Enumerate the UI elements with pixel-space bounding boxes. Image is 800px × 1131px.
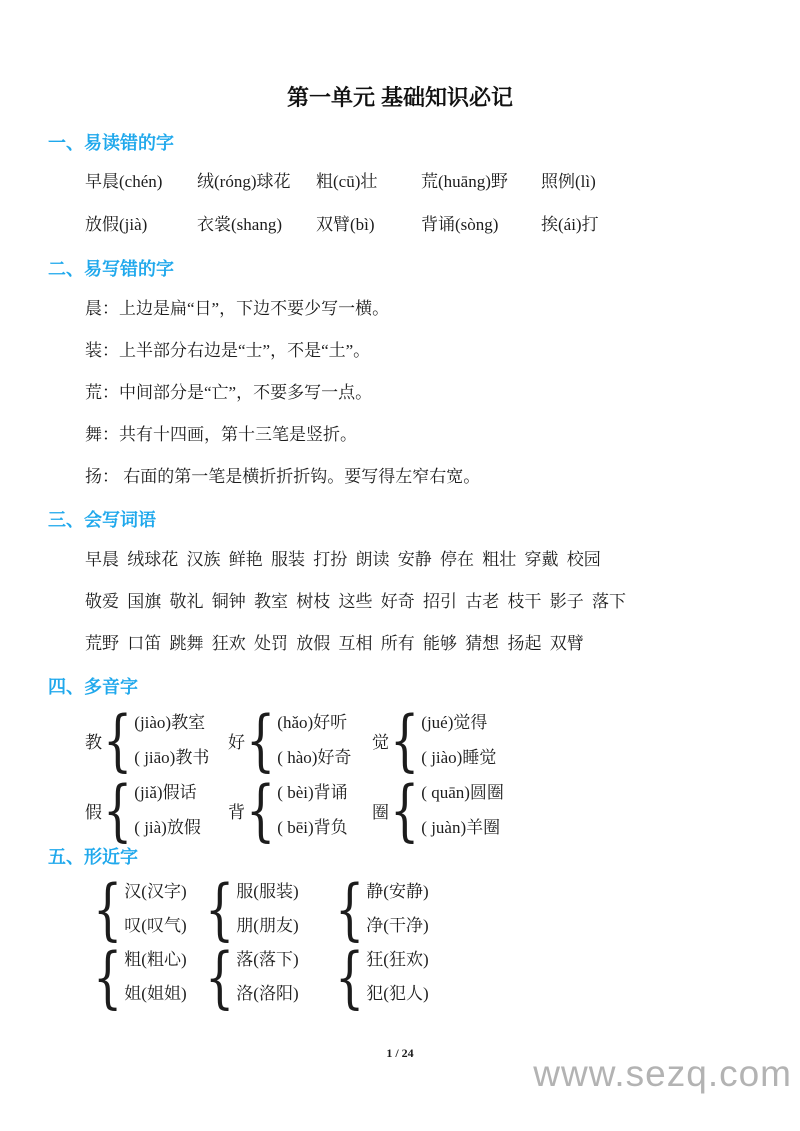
pair-line: 落(落下) xyxy=(236,950,299,969)
reading-line: ( hào)好奇 xyxy=(277,748,352,767)
polyphonic-entry xyxy=(228,700,372,780)
word-item: 照例(lì) xyxy=(541,172,596,191)
brace-glyph: { xyxy=(246,700,276,780)
pair-line: 粗(粗心) xyxy=(124,950,187,969)
similar-pair xyxy=(334,869,800,949)
pair-line: 汉(汉字) xyxy=(124,882,187,901)
brace-glyph: { xyxy=(103,700,133,780)
misread-row xyxy=(85,213,800,237)
brace-glyph: { xyxy=(93,869,123,949)
tip-line: 装：上半部分右边是“士”，不是“土”。 xyxy=(85,341,371,360)
pair-line: 静(安静) xyxy=(366,882,429,901)
tip-line: 晨：上边是扁“日”，下边不要少写一横。 xyxy=(85,299,390,318)
section-heading-words-to-write: 三、会写词语 xyxy=(48,510,156,530)
word-row: 敬爱 国旗 敬礼 铜钟 教室 树枝 这些 好奇 招引 古老 枝干 影子 落下 xyxy=(85,592,626,611)
pair-line: 叹(叹气) xyxy=(124,916,187,935)
polyphonic-entry xyxy=(372,700,800,780)
polyphonic-char: 教 xyxy=(85,732,102,752)
brace-glyph: { xyxy=(390,770,420,850)
tip-line: 荒：中间部分是“亡”，不要多写一点。 xyxy=(85,383,373,402)
reading-line: ( jià)放假 xyxy=(134,818,201,837)
polyphonic-entry xyxy=(85,700,228,780)
polyphonic-char: 假 xyxy=(85,802,102,822)
brace-glyph: { xyxy=(246,770,276,850)
page-number: 1 / 24 xyxy=(386,1046,414,1060)
brace-glyph: { xyxy=(205,937,235,1017)
word-item: 荒(huāng)野 xyxy=(421,172,508,191)
pair-line: 净(干净) xyxy=(366,916,429,935)
brace-glyph: { xyxy=(103,770,133,850)
word-item: 放假(jià) xyxy=(85,215,148,234)
similar-pair xyxy=(92,869,204,949)
polyphonic-char: 觉 xyxy=(372,732,389,752)
reading-line: (jiào)教室 xyxy=(134,713,206,732)
section-heading-similar-chars: 五、形近字 xyxy=(48,847,138,867)
pair-line: 朋(朋友) xyxy=(236,916,299,935)
reading-line: (jiǎ)假话 xyxy=(134,783,197,802)
word-row: 早晨 绒球花 汉族 鲜艳 服装 打扮 朗读 安静 停在 粗壮 穿戴 校园 xyxy=(85,550,601,569)
similar-chars-grid xyxy=(92,869,800,1017)
watermark: www.sezq.com xyxy=(533,1053,792,1094)
polyphonic-entry xyxy=(228,770,372,850)
pair-line: 姐(姐姐) xyxy=(124,984,187,1003)
pair-line: 狂(狂欢) xyxy=(366,950,429,969)
similar-pair xyxy=(334,937,800,1017)
reading-line: ( bēi)背负 xyxy=(277,818,348,837)
reading-line: ( bèi)背诵 xyxy=(277,783,348,802)
section-heading-polyphonic-chars: 四、多音字 xyxy=(48,677,138,697)
section-heading-easily-miswritten: 二、易写错的字 xyxy=(48,259,174,279)
pair-line: 服(服装) xyxy=(236,882,299,901)
word-item: 双臂(bì) xyxy=(316,215,375,234)
tip-line: 扬： 右面的第一笔是横折折折钩。要写得左窄右宽。 xyxy=(85,467,481,486)
brace-glyph: { xyxy=(205,869,235,949)
polyphonic-entry xyxy=(85,770,228,850)
polyphonic-char: 好 xyxy=(228,732,245,752)
word-item: 粗(cū)壮 xyxy=(316,172,378,191)
tip-line: 舞：共有十四画，第十三笔是竖折。 xyxy=(85,425,357,444)
reading-line: (jué)觉得 xyxy=(421,713,488,732)
brace-glyph: { xyxy=(93,937,123,1017)
word-item: 背诵(sòng) xyxy=(421,215,499,234)
misread-row xyxy=(85,170,800,194)
polyphonic-entry xyxy=(372,770,800,850)
reading-line: (hǎo)好听 xyxy=(277,713,348,732)
brace-glyph: { xyxy=(335,869,365,949)
similar-pair xyxy=(204,937,334,1017)
similar-pair xyxy=(92,937,204,1017)
section-heading-easily-misread: 一、易读错的字 xyxy=(48,133,174,153)
word-item: 挨(ái)打 xyxy=(541,215,599,234)
brace-glyph: { xyxy=(335,937,365,1017)
similar-pair xyxy=(204,869,334,949)
word-row: 荒野 口笛 跳舞 狂欢 处罚 放假 互相 所有 能够 猜想 扬起 双臂 xyxy=(85,634,584,653)
polyphonic-char: 圈 xyxy=(372,802,389,822)
reading-line: ( jiāo)教书 xyxy=(134,748,210,767)
brace-glyph: { xyxy=(390,700,420,780)
pair-line: 洛(洛阳) xyxy=(236,984,299,1003)
polyphonic-char: 背 xyxy=(228,802,245,822)
pair-line: 犯(犯人) xyxy=(366,984,429,1003)
word-item: 衣裳(shang) xyxy=(197,215,282,234)
word-item: 绒(róng)球花 xyxy=(197,172,291,191)
reading-line: ( jiào)睡觉 xyxy=(421,748,497,767)
reading-line: ( juàn)羊圈 xyxy=(421,818,501,837)
word-item: 早晨(chén) xyxy=(85,172,163,191)
page-title: 第一单元 基础知识必记 xyxy=(286,85,514,110)
reading-line: ( quān)圆圈 xyxy=(421,783,504,802)
polyphonic-grid xyxy=(85,700,800,850)
